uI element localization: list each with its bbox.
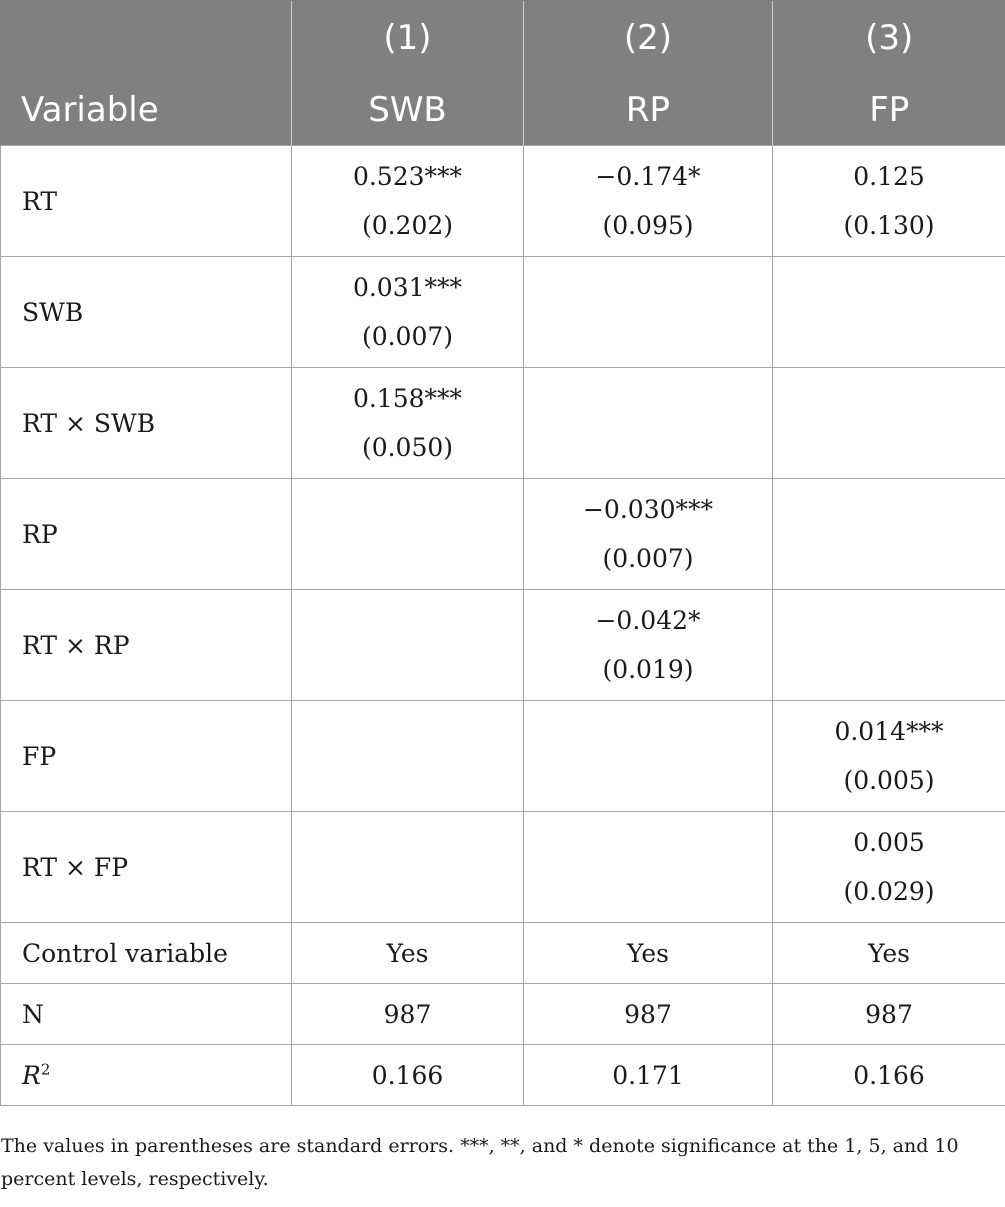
coef-cell: [524, 590, 773, 701]
empty-cell: [292, 701, 524, 812]
empty-cell: [524, 812, 773, 923]
header-cell-swb: SWB: [292, 75, 524, 146]
row-label: RT: [1, 146, 292, 257]
header-cell-variable: Variable: [1, 75, 292, 146]
summary-cell: Yes: [524, 923, 773, 984]
table-row-n: [1, 984, 1005, 1045]
standard-error: (0.019): [602, 654, 694, 684]
summary-cell: 987: [292, 984, 524, 1045]
table-row: [1, 146, 1005, 257]
empty-cell: [773, 590, 1005, 701]
table-footnote: The values in parentheses are standard errors. ***, **, and * denote significance at the 1, 5, and 10 percent levels, respectively.: [1, 1135, 959, 1190]
coefficient: −0.042*: [595, 605, 701, 635]
empty-cell: [773, 368, 1005, 479]
header-cell-fp: FP: [773, 75, 1005, 146]
standard-error: (0.005): [843, 765, 935, 795]
table-row-control-variable: [1, 923, 1005, 984]
row-label: N: [1, 984, 292, 1045]
table-row-r-squared: [1, 1045, 1005, 1106]
standard-error: (0.029): [843, 876, 935, 906]
coef-cell: [773, 146, 1005, 257]
standard-error: (0.007): [361, 321, 454, 351]
coef-cell: [292, 257, 524, 368]
table-row: [1, 590, 1005, 701]
coefficient: −0.174*: [595, 161, 701, 191]
row-label: Control variable: [1, 923, 292, 984]
table-row: [1, 812, 1005, 923]
r-squared-superscript: 2: [40, 1060, 51, 1079]
header-cell-rp: RP: [524, 75, 773, 146]
header-row-model-numbers: [1, 1, 1005, 76]
coef-cell: [292, 146, 524, 257]
coefficient: 0.014***: [834, 716, 944, 746]
r-squared-letter: R: [22, 1060, 41, 1090]
empty-cell: [292, 812, 524, 923]
row-label: FP: [1, 701, 292, 812]
header-row-variable-names: [1, 75, 1005, 146]
coefficient: 0.031***: [352, 272, 463, 302]
header-cell-model-3: (3): [773, 1, 1005, 76]
header-cell-empty: [1, 1, 292, 76]
standard-error: (0.050): [361, 432, 454, 462]
coefficient: 0.523***: [352, 161, 463, 191]
empty-cell: [292, 479, 524, 590]
empty-cell: [292, 590, 524, 701]
coefficient: −0.030***: [582, 494, 714, 524]
coefficient: 0.005: [853, 827, 925, 857]
summary-cell: Yes: [773, 923, 1005, 984]
summary-cell: 987: [773, 984, 1005, 1045]
summary-cell: 0.171: [524, 1045, 773, 1106]
standard-error: (0.007): [602, 543, 694, 573]
table-row: [1, 479, 1005, 590]
standard-error: (0.095): [602, 210, 694, 240]
table-body: [1, 146, 1005, 1106]
summary-cell: 987: [524, 984, 773, 1045]
table-row: [1, 701, 1005, 812]
coef-cell: [524, 146, 773, 257]
coef-cell: [292, 368, 524, 479]
coefficient: 0.125: [853, 161, 925, 191]
row-label-r-squared: [1, 1045, 292, 1106]
coef-cell: [773, 812, 1005, 923]
coefficient: 0.158***: [352, 383, 463, 413]
header-cell-model-2: (2): [524, 1, 773, 76]
row-label: RT × SWB: [1, 368, 292, 479]
empty-cell: [524, 368, 773, 479]
table-row: [1, 257, 1005, 368]
summary-cell: Yes: [292, 923, 524, 984]
empty-cell: [524, 701, 773, 812]
coef-cell: [524, 479, 773, 590]
table-row: [1, 368, 1005, 479]
summary-cell: 0.166: [773, 1045, 1005, 1106]
row-label: SWB: [1, 257, 292, 368]
table-header: [1, 1, 1005, 146]
coef-cell: [773, 701, 1005, 812]
empty-cell: [524, 257, 773, 368]
empty-cell: [773, 257, 1005, 368]
row-label: RT × FP: [1, 812, 292, 923]
header-cell-model-1: (1): [292, 1, 524, 76]
standard-error: (0.202): [361, 210, 454, 240]
row-label: RP: [1, 479, 292, 590]
summary-cell: 0.166: [292, 1045, 524, 1106]
empty-cell: [773, 479, 1005, 590]
standard-error: (0.130): [843, 210, 935, 240]
row-label: RT × RP: [1, 590, 292, 701]
